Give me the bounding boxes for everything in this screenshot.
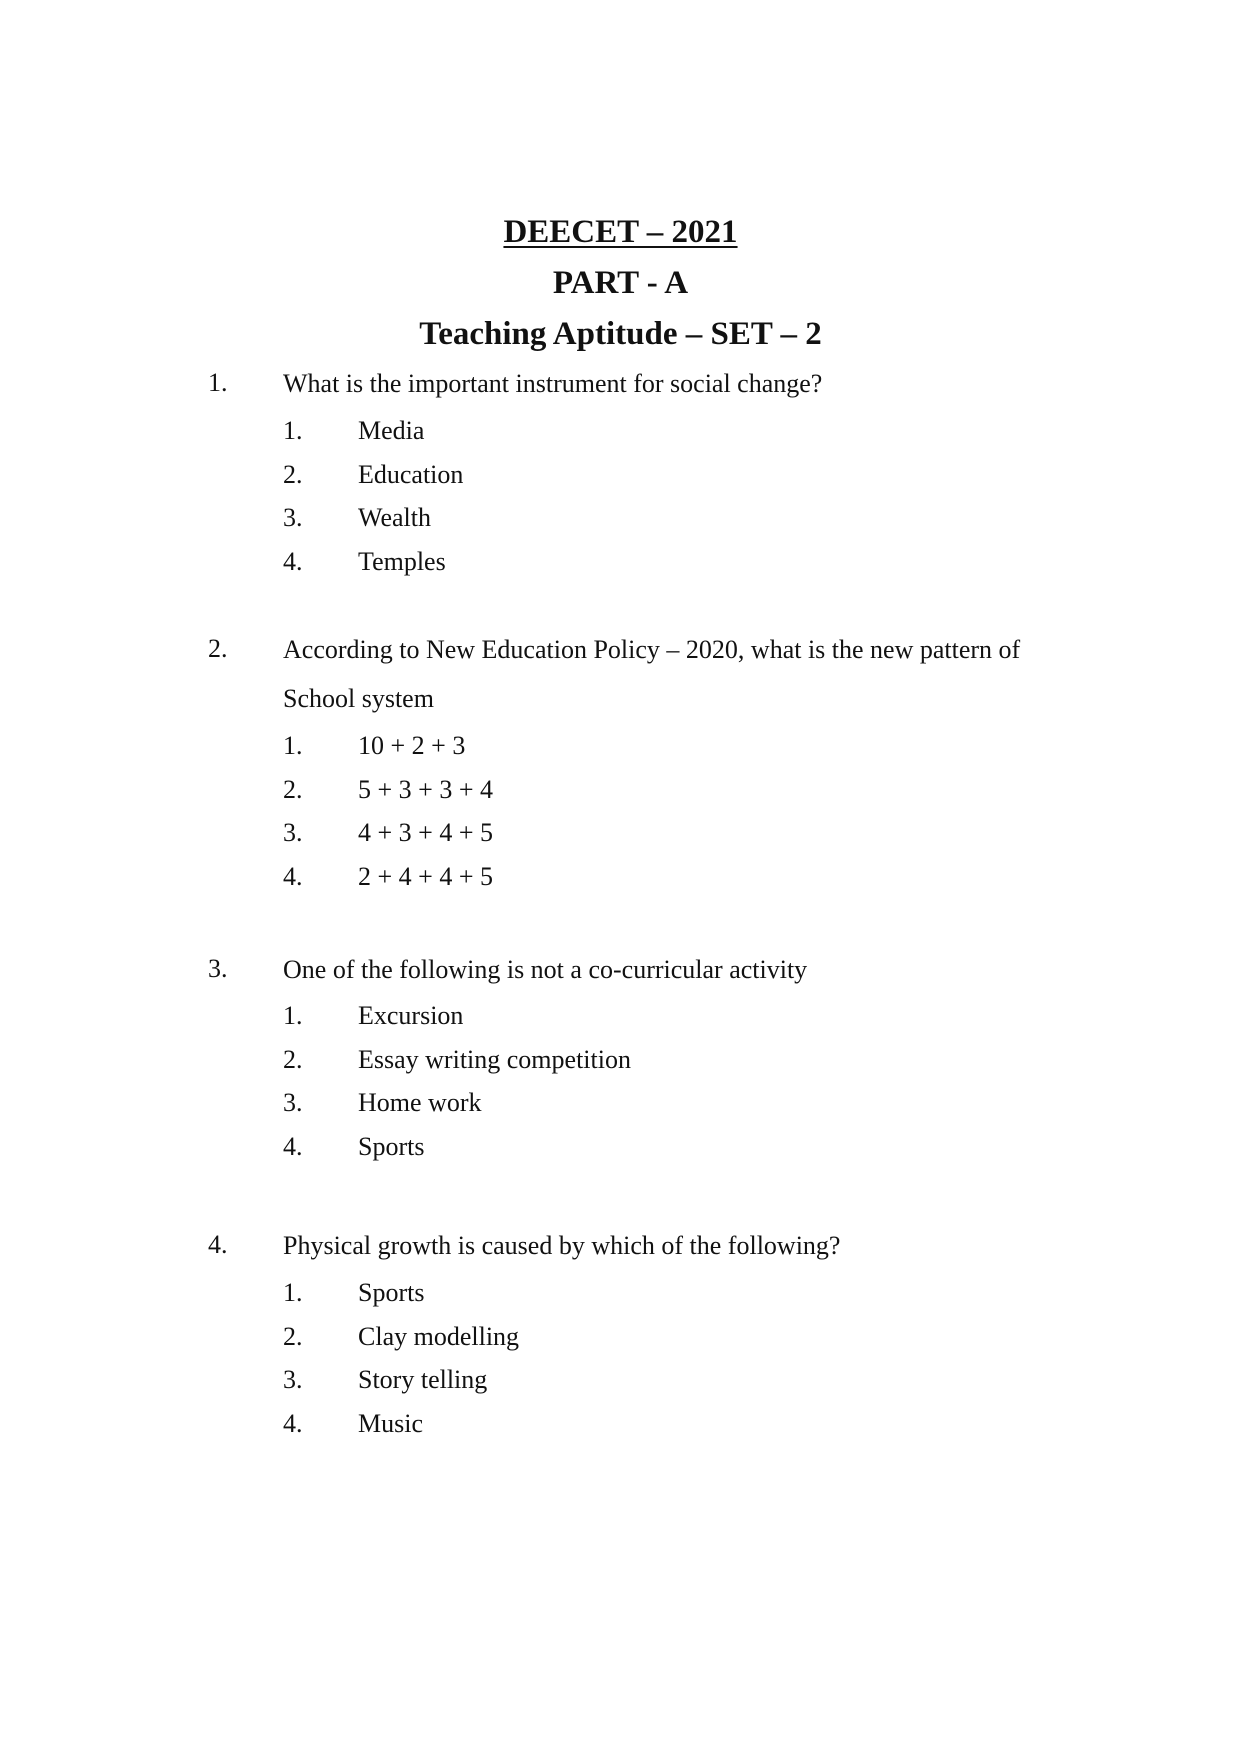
option-number: 2.: [283, 1322, 303, 1351]
option-number: 2.: [283, 460, 303, 489]
option-item: [0, 1001, 1241, 1031]
option-text: 2 + 4 + 4 + 5: [358, 862, 493, 891]
option-number: 4.: [283, 862, 303, 891]
option-item: [0, 503, 1241, 533]
option-item: [0, 1088, 1241, 1118]
question-text: What is the important instrument for social change?: [283, 369, 823, 398]
option-item: [0, 460, 1241, 490]
question-number: 4.: [208, 1230, 228, 1259]
option-text: Excursion: [358, 1001, 464, 1030]
option-text: Sports: [358, 1278, 425, 1307]
option-number: 3.: [283, 1088, 303, 1117]
option-item: [0, 547, 1241, 577]
option-text: Media: [358, 416, 425, 445]
option-number: 4.: [283, 547, 303, 576]
question-number: 2.: [208, 634, 228, 663]
option-number: 4.: [283, 1132, 303, 1161]
option-text: Essay writing competition: [358, 1045, 631, 1074]
option-item: [0, 1365, 1241, 1395]
option-number: 4.: [283, 1409, 303, 1438]
option-item: [0, 1132, 1241, 1162]
option-text: Clay modelling: [358, 1322, 520, 1351]
option-number: 1.: [283, 1001, 303, 1030]
question-text: According to New Education Policy – 2020, what is the new pattern of School system: [283, 635, 1021, 713]
option-item: [0, 775, 1241, 805]
option-number: 3.: [283, 1365, 303, 1394]
option-number: 2.: [283, 775, 303, 804]
option-item: [0, 416, 1241, 446]
option-text: 10 + 2 + 3: [358, 731, 466, 760]
option-text: Sports: [358, 1132, 425, 1161]
option-item: [0, 862, 1241, 892]
option-item: [0, 1278, 1241, 1308]
exam-title-text: DEECET – 2021: [503, 214, 738, 250]
option-number: 3.: [283, 818, 303, 847]
option-number: 1.: [283, 416, 303, 445]
option-text: Music: [358, 1409, 423, 1438]
question-number: 1.: [208, 368, 228, 397]
option-text: 5 + 3 + 3 + 4: [358, 775, 493, 804]
option-number: 1.: [283, 731, 303, 760]
option-text: Wealth: [358, 503, 431, 532]
question-text: Physical growth is caused by which of the following?: [283, 1231, 841, 1260]
option-item: [0, 731, 1241, 761]
exam-title: [0, 212, 1241, 252]
option-item: [0, 1045, 1241, 1075]
question-number: 3.: [208, 954, 228, 983]
section-subtitle: Teaching Aptitude – SET – 2: [419, 316, 822, 352]
option-text: Education: [358, 460, 464, 489]
option-number: 3.: [283, 503, 303, 532]
option-text: Temples: [358, 547, 446, 576]
question-text: One of the following is not a co-curricular activity: [283, 955, 808, 984]
option-number: 1.: [283, 1278, 303, 1307]
option-text: 4 + 3 + 4 + 5: [358, 818, 493, 847]
option-text: Story telling: [358, 1365, 488, 1394]
option-number: 2.: [283, 1045, 303, 1074]
option-item: [0, 1322, 1241, 1352]
option-item: [0, 1409, 1241, 1439]
option-text: Home work: [358, 1088, 482, 1117]
part-heading: PART - A: [552, 265, 689, 301]
option-item: [0, 818, 1241, 848]
